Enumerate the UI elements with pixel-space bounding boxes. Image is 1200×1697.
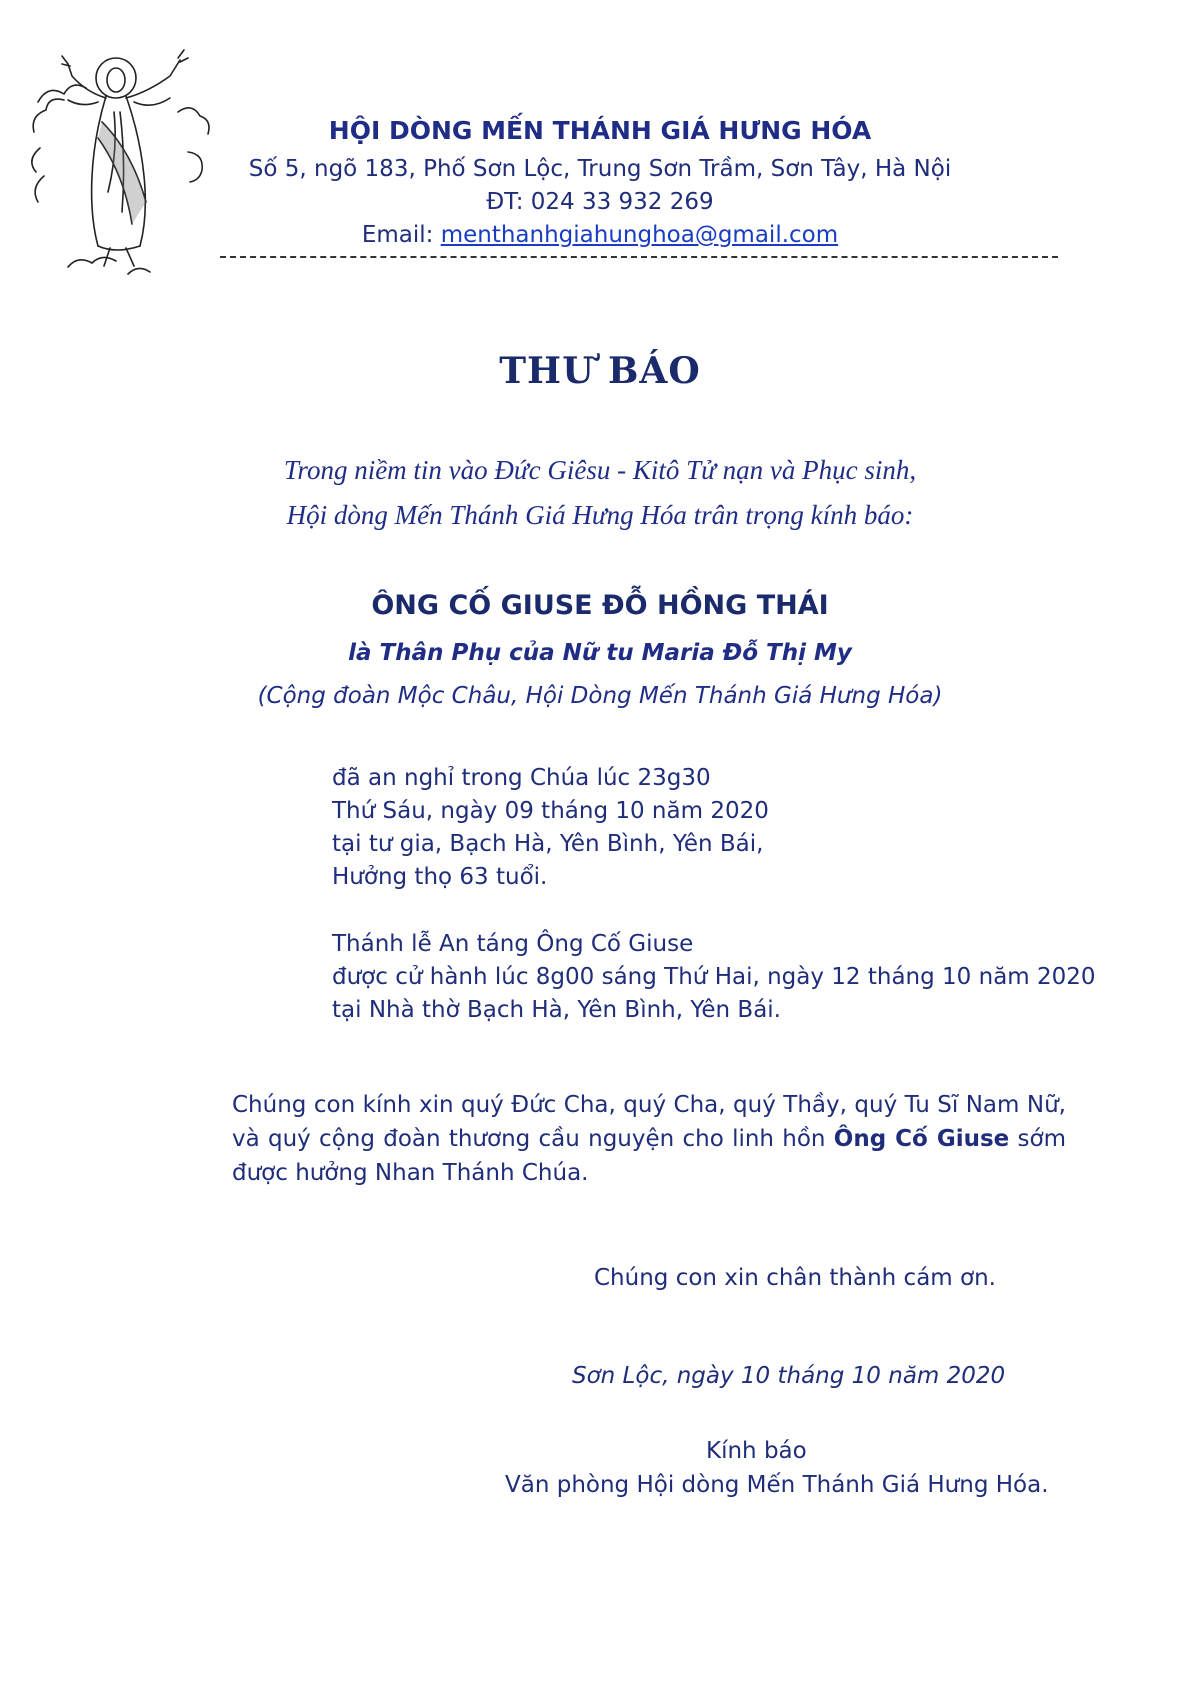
deceased-relation: là Thân Phụ của Nữ tu Maria Đỗ Thị My [348, 640, 852, 666]
community-note: (Cộng đoàn Mộc Châu, Hội Dòng Mến Thánh Giá Hưng Hóa) [257, 683, 943, 709]
signature-line-1: Kính báo [706, 1438, 807, 1464]
page-title: THƯ BÁO [499, 350, 701, 392]
organization-email-line [0, 222, 1200, 248]
death-info-line: Hưởng thọ 63 tuổi. [332, 864, 548, 890]
date-line: Sơn Lộc, ngày 10 tháng 10 năm 2020 [572, 1363, 1006, 1389]
signature-line-2: Văn phòng Hội dòng Mến Thánh Giá Hưng Hóa. [505, 1472, 1049, 1498]
header-divider [220, 256, 1058, 258]
death-info-line: Thứ Sáu, ngày 09 tháng 10 năm 2020 [332, 798, 769, 824]
plea-text-after: sớm được hưởng Nhan Thánh Chúa. [232, 1126, 1066, 1186]
death-info-block [332, 762, 769, 894]
funeral-info-block [332, 928, 1096, 1027]
funeral-info-line: Thánh lễ An táng Ông Cố Giuse [332, 931, 694, 957]
email-label: Email: [361, 222, 441, 248]
email-link[interactable]: menthanhgiahunghoa@gmail.com [440, 222, 839, 248]
plea-text-before: Chúng con kính xin quý Đức Cha, quý Cha, quý Thầy, quý Tu Sĩ Nam Nữ, và quý cộng đoàn thương cầu nguyện cho linh hồn [232, 1092, 1066, 1152]
organization-name: HỘI DÒNG MẾN THÁNH GIÁ HƯNG HÓA [328, 116, 872, 145]
intro-line-2: Hội dòng Mến Thánh Giá Hưng Hóa trân trọng kính báo: [286, 500, 914, 530]
deceased-name: ÔNG CỐ GIUSE ĐỖ HỒNG THÁI [371, 590, 829, 621]
death-info-line: đã an nghỉ trong Chúa lúc 23g30 [332, 765, 711, 791]
funeral-info-line: được cử hành lúc 8g00 sáng Thứ Hai, ngày 12 tháng 10 năm 2020 [332, 964, 1096, 990]
thanks-line: Chúng con xin chân thành cám ơn. [594, 1265, 996, 1291]
organization-address: Số 5, ngõ 183, Phố Sơn Lộc, Trung Sơn Trầm, Sơn Tây, Hà Nội [248, 156, 952, 182]
prayer-request-paragraph [232, 1088, 1066, 1190]
death-info-line: tại tư gia, Bạch Hà, Yên Bình, Yên Bái, [332, 831, 764, 857]
organization-phone: ĐT: 024 33 932 269 [486, 189, 714, 215]
plea-bold-name: Ông Cố Giuse [833, 1126, 1010, 1152]
intro-line-1: Trong niềm tin vào Đức Giêsu - Kitô Tử nạn và Phục sinh, [283, 455, 917, 485]
funeral-info-line: tại Nhà thờ Bạch Hà, Yên Bình, Yên Bái. [332, 997, 781, 1023]
